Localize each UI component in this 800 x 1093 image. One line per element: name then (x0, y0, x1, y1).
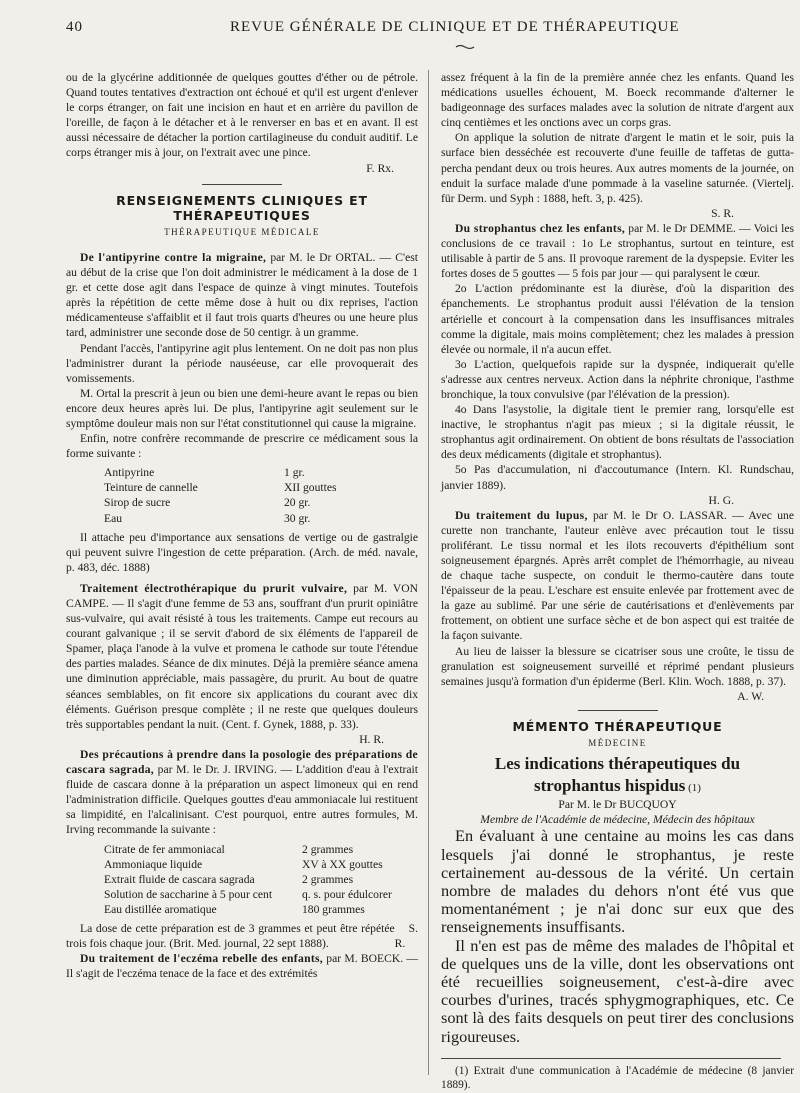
electro-article: Traitement électrothérapique du prurit vulvaire, par M. VON CAMPE. — Il s'agit d'une femme de 53 ans, souffrant d'un prurit opiniâtre sus-vulvaire, qui avait résisté à tous les traitements. Campe eut recours au courant galvanique ; il se servit d'abord de six éléments de l'appareil de Spamer, plaça l'anode à la vulve et promena le cathode sur toute l'étendue des parties malades. Séance de dix minutes. Déjà la première séance amena une diminution appréciable, mais passagère, du prurit. Au bout de quatre séances semblables, on fit encore six applications du courant avec dix éléments. Guérison presque complète ; il ne reste que quelques douleurs très supportables pendant la nuit. (Cent. f. Gynek, 1888, p. 33). (66, 581, 418, 731)
cascara-recipe (104, 842, 414, 917)
paragraph: La dose de cette préparation est de 3 grammes et peut être répétée trois fois chaque jour. (Brit. Med. journal, 22 sept 1888). S. R. (66, 921, 418, 951)
recipe-row: Eau 30 gr. (104, 511, 311, 525)
memento-title-line2: strophantus hispidus (1) (534, 776, 701, 796)
recipe-row: Extrait fluide de cascara sagrada 2 grammes (104, 872, 354, 886)
section-title: RENSEIGNEMENTS CLINIQUES ET THÉRAPEUTIQUES (116, 192, 368, 223)
paragraph: Enfin, notre confrère recommande de prescrire ce médicament sous la forme suivante : (66, 432, 418, 461)
paragraph: 3o L'action, quelquefois rapide sur la dyspnée, indiquerait qu'elle s'adresse aux centres nerveux. Action dans la néphrite chronique, l'asthme bronchique, la toux convulsive (par l'élévation de la pression). (441, 357, 794, 401)
eczema-article: Du traitement de l'eczéma rebelle des enfants, par M. BOECK. — Il s'agit de l'eczéma tenace de la face et des extrémités (66, 952, 419, 981)
article-title: Du traitement du lupus, (455, 508, 588, 522)
recipe-row: Sirop de sucre 20 gr. (104, 496, 311, 510)
column-divider (428, 70, 429, 1075)
intro-paragraph: ou de la glycérine additionnée de quelques gouttes d'éther ou de pétrole. Quand toutes tentatives d'extraction ont échoué et qu'il est urgent d'enlever le corps étranger, on fait une incision en haut et en arrière du pavillon de l'oreille, de façon à le détacher et à le renverser en bas et en avant. Il est aussi nécessaire de détacher la portion cartilagineuse du conduit auditif. Le corps étranger mis à jour, on l'extrait avec une pince. (66, 71, 418, 160)
paragraph: Au lieu de laisser la blessure se cicatriser sous une croûte, le tissu de granulation est soigneusement surveillé et réprimé pendant plusieurs semaines jusqu'à formation d'un épiderme (Berl. Klin. Woch. 1888, p. 37). (441, 644, 794, 688)
memento-paragraph: En évaluant à une centaine au moins les cas dans lesquels j'ai donné le strophantus, je reste certainement au-dessous de la vérité. Un certain nombre de malades du dehors n'ont été vus que momentanément ; je n'ai donc sur eux que des renseignements insuffisants. (441, 826, 794, 937)
signature: S. R. (711, 206, 734, 220)
intro-signature: F. Rx. (366, 161, 394, 175)
recipe-row: Antipyrine 1 gr. (104, 466, 305, 480)
running-title: REVUE GÉNÉRALE DE CLINIQUE ET DE THÉRAPEUTIQUE (230, 19, 680, 35)
cascara-article: Des précautions à prendre dans la posologie des préparations de cascara sagrada, par M. le Dr. J. IRVING. — L'addition d'eau à l'extrait fluide de cascara donne à la préparation un aspect limoneux qui en rend l'administration difficile. Quelques gouttes d'eau ammoniacale lui restituent sa limpidité, en l'alcalinisant. C'est pourquoi, entre autres formules, M. Irving recommande la suivante : (66, 747, 419, 837)
right-column (441, 70, 794, 1093)
paragraph: 2o L'action prédominante est la diurèse, d'où la disparition des épanchements. Le strophantus produit aussi l'élévation de la tension artérielle et concourt à la compensation dans les insuffisances mitrales comme la digitale, mais moins complètement; chez les malades à pression élevée ou normale, il n'a aucun effet. (441, 282, 794, 356)
signature: A. W. (737, 689, 764, 703)
recipe-row: Teinture de cannelle XII gouttes (104, 481, 337, 495)
divider (578, 710, 658, 711)
lupus-article: Du traitement du lupus, par M. le Dr O. LASSAR. — Avec une curette non tranchante, l'auteur enlève avec précaution tout le tissu proliférant. Le tissu normal et les ilots recouverts d'épithélium sont soigneusement épargnés. Après arrêt complet de l'hémorrhagie, au niveau de chaque tache suspecte, on conduit le thermo-cautère dans toute l'épaisseur de la peau. L'eschare est ensuite enlevée par frottement avec de la gaze au sublimé. Par une série de cautérisations et d'enlèvements par frottement, on obtient une surface sèche et de bon aspect qui est traitée de la façon suivante. (441, 508, 794, 643)
memento-paragraph: Il n'en est pas de même des malades de l'hôpital et de quelques uns de la ville, dont les observations ont été recueillies soigneusement, c'est-à-dire avec courbes d'urines, tracés sphygmographiques, etc. Ce sont là des faits desquels on peut tirer des conclusions rigoureuses. (441, 935, 794, 1046)
page-number: 40 (66, 19, 83, 35)
divider (202, 184, 282, 185)
recipe-row: Ammoniaque liquide XV à XX gouttes (104, 857, 383, 871)
antipyrine-recipe (104, 465, 374, 525)
paragraph: Pendant l'accès, l'antipyrine agit plus lentement. On ne doit pas non plus l'administrer durant la période nauséeuse, car elle provoquerait des vomissements. (66, 341, 418, 385)
signature: H. R. (359, 732, 384, 746)
memento-section-title: MÉMENTO THÉRAPEUTIQUE (512, 718, 723, 734)
memento-affiliation: Membre de l'Académie de médecine, Médecin des hôpitaux (480, 813, 755, 827)
memento-section-subtitle: MÉDECINE (588, 738, 647, 749)
memento-title-line1: Les indications thérapeutiques du (494, 754, 741, 774)
paragraph: On applique la solution de nitrate d'argent le matin et le soir, puis la surface bien desséchée est recouverte d'une feuille de taffetas de gutta-percha pendant deux ou trois heures. Aux autres moments de la journée, on enduit la surface malade d'une pommade à la vaseline saturnée. (Viertelj. für Derm. und Syph : 1888, heft. 3, p. 425). (441, 131, 794, 205)
signature: H. G. (708, 493, 734, 507)
paragraph: Il attache peu d'importance aux sensations de vertige ou de gastralgie qui peuvent suivre l'ingestion de cette préparation. (Arch. de méd. navale, p. 483, déc. 1888) (66, 530, 418, 574)
signature: S. R. (394, 921, 418, 951)
recipe-row: Citrate de fer ammoniacal 2 grammes (104, 842, 354, 856)
section-subtitle: THÉRAPEUTIQUE MÉDICALE (164, 226, 320, 237)
page-header (60, 16, 780, 42)
article-title: Du strophantus chez les enfants, (455, 221, 626, 235)
recipe-row: Eau distillée aromatique 180 grammes (104, 902, 365, 916)
paragraph: assez fréquent à la fin de la première année chez les enfants. Quand les médications usuelles échouent, M. Boeck recommande d'alterner le badigeonnage des surfaces malades avec la solution de nitrate d'argent aux cinq centièmes et les onctions avec un corps gras. (441, 71, 794, 130)
article-title: Traitement électrothérapique du prurit vulvaire, (80, 581, 348, 595)
footnote: (1) Extrait d'une communication à l'Académie de médecine (8 janvier 1889). (441, 1064, 794, 1092)
header-ornament-icon (455, 44, 475, 50)
memento-author: Par M. le Dr BUCQUOY (558, 798, 677, 812)
article-title: Du traitement de l'eczéma rebelle des enfants, (80, 952, 323, 966)
paragraph: 5o Pas d'accumulation, ni d'accoutumance (Intern. Kl. Rundschau, janvier 1889). (441, 463, 794, 492)
article-title: De l'antipyrine contre la migraine, (80, 250, 267, 264)
left-column (66, 70, 418, 981)
paragraph: M. Ortal la prescrit à jeun ou bien une demi-heure avant le repas ou bien encore deux heures après lui. De plus, l'antipyrine agit seulement sur le symptôme douleur mais non sur l'état constitutionnel qui cause la migraine. (66, 386, 418, 430)
footnote-rule (441, 1058, 781, 1059)
article-title: Des précautions à prendre dans la posologie des préparations de cascara sagrada, (66, 747, 418, 777)
recipe-row: Solution de saccharine à 5 pour cent q. s. pour édulcorer (104, 887, 392, 901)
paragraph: 4o Dans l'asystolie, la digitale tient le premier rang, lorsqu'elle est inactive, le strophantus n'agit pas mieux ; si la digitale réussit, le strophantus agit ordinairement. On obtient de bons résultats de l'association des deux médicaments (digitale et strophantus). (441, 403, 794, 462)
antipyrine-article: De l'antipyrine contre la migraine, par M. le Dr ORTAL. — C'est au début de la crise que l'on doit administrer le médicament à la dose de 1 gr. et cette dose agit dans l'espace de quinze à vingt minutes. Toutefois après la répétition de cette même dose à huit ou dix reprises, l'action médicamenteuse s'affaiblit et il faut trois quarts d'heures ou une heure plus tard, administrer une seconde dose de 50 centigr. à un gramme. (66, 250, 418, 340)
strophantus-article: Du strophantus chez les enfants, par M. le Dr DEMME. — Voici les conclusions de ce travail : 1o Le strophantus, surtout en teinture, est utilisable à partir de 5 ans. Il provoque rarement de la dyspepsie. Eviter les fortes doses de 5 gouttes — 5 fois par jour — qui paralysent le cœur. (441, 221, 794, 281)
